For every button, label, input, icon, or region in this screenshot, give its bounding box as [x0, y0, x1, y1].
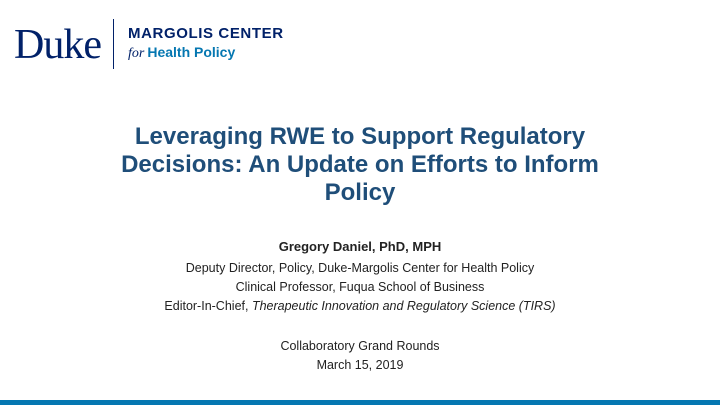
affiliation-line: Clinical Professor, Fuqua School of Business	[235, 280, 485, 294]
event-name: Collaboratory Grand Rounds	[280, 339, 440, 353]
center-name-line1: MARGOLIS CENTER	[127, 25, 284, 42]
spacer	[0, 316, 720, 337]
presenter-name: Gregory Daniel, PhD, MPH	[278, 239, 442, 254]
slide-title	[100, 123, 620, 207]
center-name-line2	[128, 43, 284, 63]
center-name-for: for	[127, 46, 145, 61]
event-date: March 15, 2019	[316, 358, 404, 372]
editor-line	[0, 297, 720, 316]
slide-title-line: Leveraging RWE to Support Regulatory	[134, 123, 586, 150]
slide-title-line: Decisions: An Update on Efforts to Inform	[121, 151, 599, 178]
slide-title-line: Policy	[324, 179, 396, 206]
affiliation-line: Deputy Director, Policy, Duke-Margolis Center for Health Policy	[185, 261, 535, 275]
center-name-health-policy: Health Policy	[147, 44, 236, 60]
editor-prefix: Editor-In-Chief,	[164, 299, 252, 313]
duke-wordmark: Duke	[14, 22, 101, 68]
presenter-details	[0, 238, 720, 375]
center-name	[128, 25, 284, 63]
logo-divider	[113, 19, 114, 69]
journal-name: Therapeutic Innovation and Regulatory Science (TIRS)	[251, 299, 556, 313]
bottom-accent-bar	[0, 400, 720, 405]
duke-margolis-logo	[14, 18, 284, 70]
